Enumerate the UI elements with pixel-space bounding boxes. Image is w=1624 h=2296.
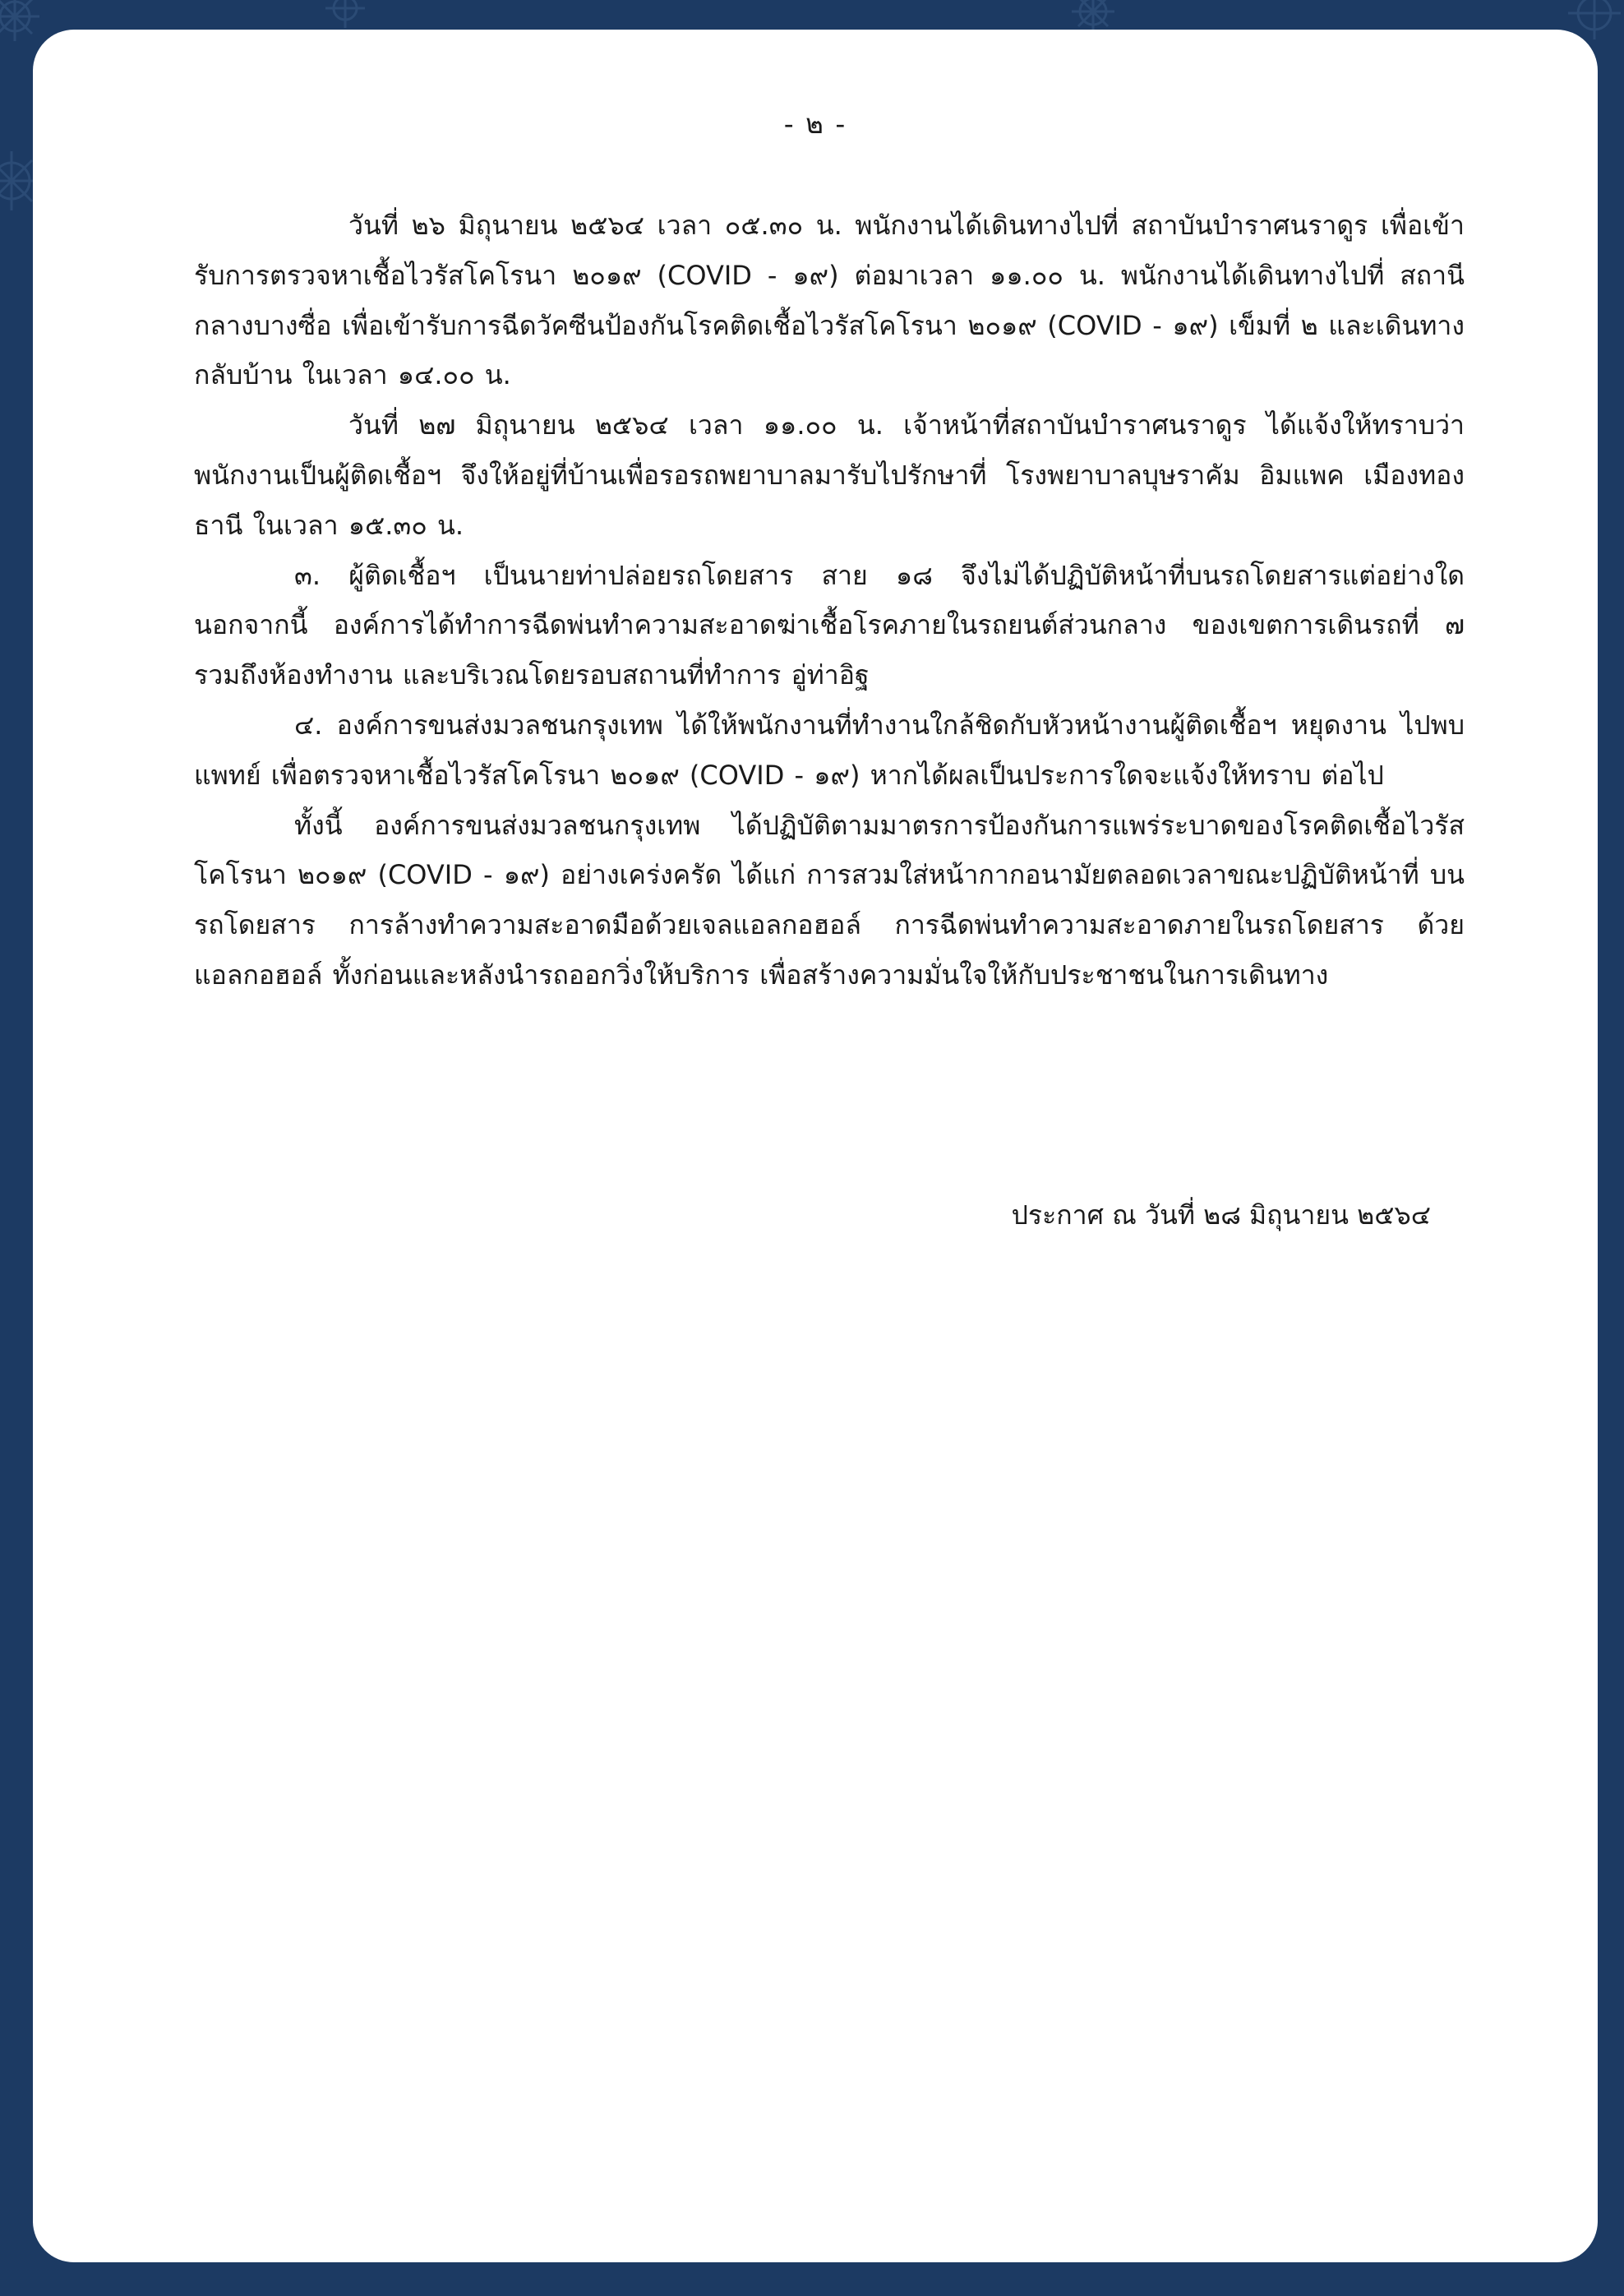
document-body: [194, 201, 1465, 1000]
document-page: [33, 30, 1598, 2262]
paragraph-measures: ทั้งนี้ องค์การขนส่งมวลชนกรุงเทพ ได้ปฏิบัติตามมาตรการป้องกันการแพร่ระบาดของโรคติดเชื้อไวรัส โคโรนา ๒๐๑๙ (COVID - ๑๙) อย่างเคร่งครัด ได้แก่ การสวมใส่หน้ากากอนามัยตลอดเวลาขณะปฏิบัติหน้าที่ บนรถโดยสาร การล้างทำความสะอาดมือด้วยเจลแอลกอฮอล์ การฉีดพ่นทำความสะอาดภายในรถโดยสาร ด้วยแอลกอฮอล์ ทั้งก่อนและหลังนำรถออกวิ่งให้บริการ เพื่อสร้างความมั่นใจให้กับประชาชนในการเดินทาง: [194, 809, 1465, 991]
paragraph-item-3: ๓. ผู้ติดเชื้อฯ เป็นนายท่าปล่อยรถโดยสาร สาย ๑๘ จึงไม่ได้ปฏิบัติหน้าที่บนรถโดยสารแต่อย่างใด นอกจากนี้ องค์การได้ทำการฉีดพ่นทำความสะอาดฆ่าเชื้อโรคภายในรถยนต์ส่วนกลาง ของเขตการเดินรถที่ ๗ รวมถึงห้องทำงาน และบริเวณโดยรอบสถานที่ทำการ อู่ท่าอิฐ: [194, 559, 1465, 691]
paragraph-item-4: ๔. องค์การขนส่งมวลชนกรุงเทพ ได้ให้พนักงานที่ทำงานใกล้ชิดกับหัวหน้างานผู้ติดเชื้อฯ หยุดงาน ไปพบแพทย์ เพื่อตรวจหาเชื้อไวรัสโคโรนา ๒๐๑๙ (COVID - ๑๙) หากได้ผลเป็นประการใดจะแจ้งให้ทราบ ต่อไป: [194, 709, 1465, 791]
page-number: - ๒ -: [783, 108, 847, 140]
announcement-date: ประกาศ ณ วันที่ ๒๘ มิถุนายน ๒๕๖๔: [1011, 1199, 1431, 1231]
paragraph-june-27: วันที่ ๒๗ มิถุนายน ๒๕๖๔ เวลา ๑๑.๐๐ น. เจ้าหน้าที่สถาบันบำราศนราดูร ได้แจ้งให้ทราบว่า พนักงานเป็นผู้ติดเชื้อฯ จึงให้อยู่ที่บ้านเพื่อรอรถพยาบาลมารับไปรักษาที่ โรงพยาบาลบุษราคัม อิมแพค เมืองทองธานี ในเวลา ๑๕.๓๐ น.: [194, 409, 1465, 541]
paragraph-june-26: วันที่ ๒๖ มิถุนายน ๒๕๖๔ เวลา ๐๕.๓๐ น. พนักงานได้เดินทางไปที่ สถาบันบำราศนราดูร เพื่อเข้ารับการตรวจหาเชื้อไวรัสโคโรนา ๒๐๑๙ (COVID - ๑๙) ต่อมาเวลา ๑๑.๐๐ น. พนักงานได้เดินทางไปที่ สถานีกลางบางซื่อ เพื่อเข้ารับการฉีดวัคซีนป้องกันโรคติดเชื้อไวรัสโคโรนา ๒๐๑๙ (COVID - ๑๙) เข็มที่ ๒ และเดินทางกลับบ้าน ในเวลา ๑๔.๐๐ น.: [194, 210, 1465, 391]
